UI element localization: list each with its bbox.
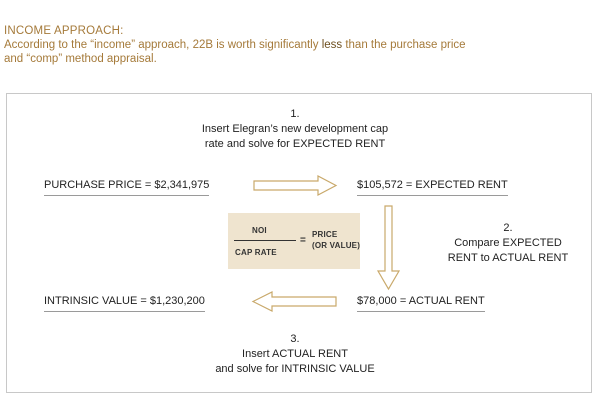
step-text-line: and solve for INTRINSIC VALUE (215, 363, 375, 375)
section-title: INCOME APPROACH: (4, 25, 124, 37)
step-number: 1. (290, 108, 300, 120)
step-number: 2. (503, 222, 513, 234)
step-text-line: RENT to ACTUAL RENT (447, 252, 569, 264)
expected-rent-statement: $105,572 = EXPECTED RENT (357, 178, 508, 196)
description-emphasis: less (321, 39, 343, 51)
actual-rent-statement: $78,000 = ACTUAL RENT (357, 294, 485, 312)
arrow-right-icon (254, 176, 336, 195)
step-text-line: Insert ACTUAL RENT (242, 348, 348, 360)
formula-equals: = (300, 235, 307, 246)
step-text-line: Insert Elegran’s new development cap (201, 123, 389, 135)
step-text-line: rate and solve for EXPECTED RENT (204, 138, 386, 150)
formula-numerator: NOI (252, 226, 267, 235)
arrow-left-icon (253, 292, 336, 311)
description-text: According to the “income” approach, 22B is worth significantly (4, 39, 322, 51)
purchase-price-statement: PURCHASE PRICE = $2,341,975 (44, 178, 209, 196)
arrow-down-icon (378, 206, 399, 289)
formula-result-line-2: (OR VALUE) (312, 241, 361, 250)
step-number: 3. (290, 333, 300, 345)
step-text-line: Compare EXPECTED (454, 237, 562, 249)
description-text: than the purchase price (342, 39, 466, 51)
intrinsic-value-statement: INTRINSIC VALUE = $1,230,200 (44, 294, 205, 312)
description-line-2: and “comp” method appraisal. (4, 53, 157, 65)
formula-denominator: CAP RATE (235, 248, 277, 257)
formula-result-line-1: PRICE (312, 230, 338, 239)
